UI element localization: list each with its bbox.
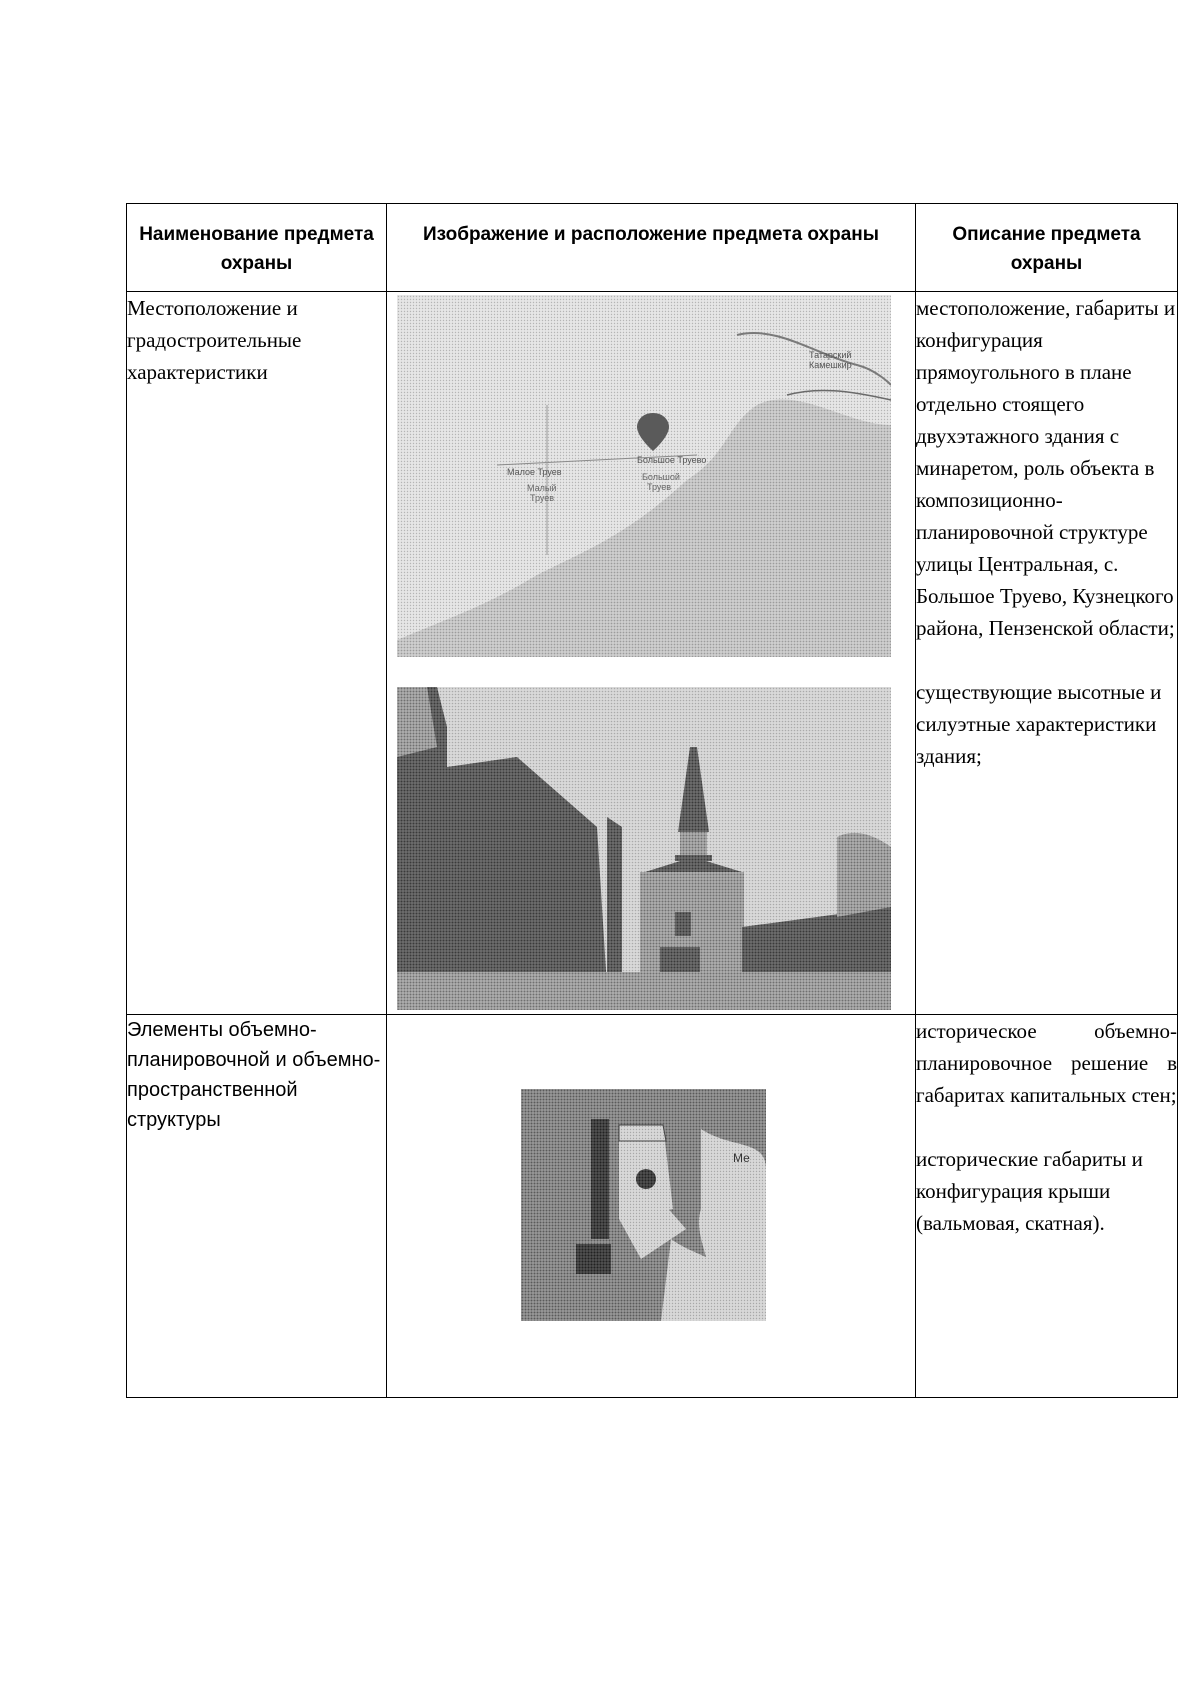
map-label-tatarsky: Татарский: [809, 350, 852, 360]
row1-name: Местоположение и градостроительные характеристики: [127, 292, 387, 1015]
row2-description: [916, 1015, 1178, 1398]
header-image: Изображение и расположение предмета охраны: [387, 204, 916, 292]
table-row: [127, 1015, 1178, 1398]
svg-text:Труев: Труев: [647, 482, 672, 492]
row1-description-para2: существующие высотные и силуэтные характеристики здания;: [916, 680, 1162, 768]
svg-text:Малое Труев: Малое Труев: [507, 467, 562, 477]
header-description: Описание предмета охраны: [916, 204, 1178, 292]
svg-text:Камешкир: Камешкир: [809, 360, 852, 370]
table-header-row: [127, 204, 1178, 292]
svg-text:Труев: Труев: [530, 493, 555, 503]
svg-text:Большое Труево: Большое Труево: [637, 455, 707, 465]
header-name: Наименование предмета охраны: [127, 204, 387, 292]
aerial-photo: [521, 1089, 766, 1321]
protection-table: [126, 203, 1178, 1398]
svg-text:Большой: Большой: [642, 472, 680, 482]
location-map-image: [397, 295, 891, 657]
row2-images: [387, 1015, 916, 1398]
svg-text:Малый: Малый: [527, 483, 557, 493]
row1-description-para1: местоположение, габариты и конфигурация прямоугольного в плане отдельно стоящего двухэтажного здания с минаретом, роль объекта в композиционно-планировочной структуре улицы Центральная, с. Большое Труево, Кузнецкого района, Пензенской области;: [916, 296, 1176, 640]
row2-name: Элементы объемно-планировочной и объемно-пространственной структуры: [127, 1015, 387, 1398]
row2-description-para2: исторические габариты и конфигурация крыши (вальмовая, скатная).: [916, 1147, 1143, 1235]
row1-images: [387, 292, 916, 1015]
svg-text:Ме: Ме: [733, 1151, 750, 1165]
row1-description: [916, 292, 1178, 1015]
row2-description-para1: историческое объемно-планировочное решение в габаритах капитальных стен;: [916, 1019, 1177, 1107]
mosque-photo: [397, 687, 891, 1010]
table-row: [127, 292, 1178, 1015]
